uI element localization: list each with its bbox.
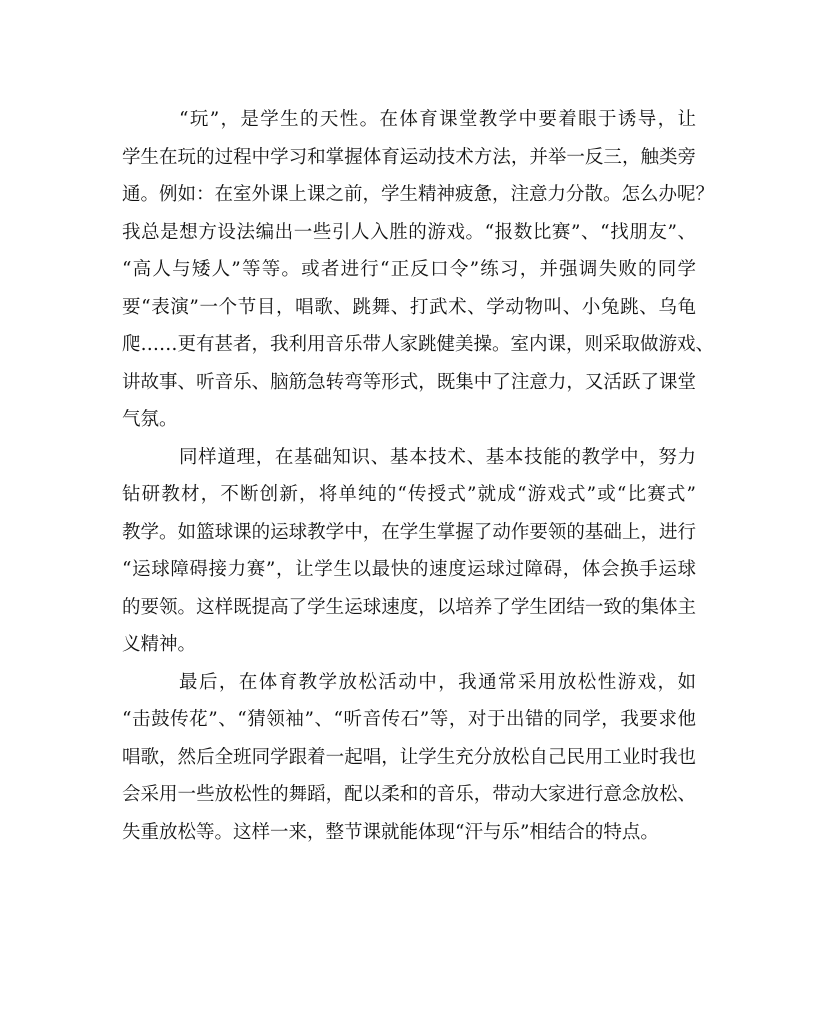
paragraph-2-line-4: “运球障碍接力赛”，让学生以最快的速度运球过障碍，体会换手运球	[122, 559, 696, 580]
paragraph-3-line-3: 唱歌，然后全班同学跟着一起唱，让学生充分放松自己民用工业时我也	[122, 746, 696, 768]
paragraph-2-line-3: 教学。如篮球课的运球教学中，在学生掌握了动作要领的基础上，进行	[122, 521, 696, 543]
paragraph-1-line-5: “高人与矮人”等等。或者进行“正反口令”练习，并强调失败的同学	[122, 259, 696, 280]
paragraph-2-line-1: 同样道理，在基础知识、基本技术、基本技能的教学中，努力	[179, 446, 696, 468]
paragraph-3-line-2: “击鼓传花”、“猜领袖”、“听音传石”等，对于出错的同学，我要求他	[122, 709, 696, 730]
paragraph-1-line-7: 爬……更有甚者，我利用音乐带人家跳健美操。室内课，则采取做游戏、	[122, 334, 715, 355]
document-body	[122, 101, 715, 851]
paragraph-1-line-2: 学生在玩的过程中学习和掌握体育运动技术方法，并举一反三，触类旁	[122, 146, 696, 168]
paragraph-2-line-2: 钻研教材，不断创新，将单纯的“传授式”就成“游戏式”或“比赛式”	[122, 484, 696, 505]
paragraph-3-line-1: 最后，在体育教学放松活动中，我通常采用放松性游戏，如	[179, 671, 696, 693]
paragraph-1-line-3: 通。例如：在室外课上课之前，学生精神疲惫，注意力分散。怎么办呢？	[122, 184, 715, 205]
paragraph-2-line-6: 义精神。	[122, 634, 197, 655]
paragraph-1-line-6: 要“表演”一个节目，唱歌、跳舞、打武术、学动物叫、小兔跳、乌龟	[122, 296, 696, 318]
paragraph-3-line-4: 会采用一些放松性的舞蹈，配以柔和的音乐，带动大家进行意念放松、	[122, 784, 696, 805]
paragraph-1-line-1: “玩”，是学生的天性。在体育课堂教学中要着眼于诱导，让	[179, 109, 696, 130]
paragraph-1-line-4: 我总是想方设法编出一些引人入胜的游戏。“报数比赛”、“找朋友”、	[122, 221, 696, 243]
paragraph-3-line-5: 失重放松等。这样一来，整节课就能体现“汗与乐”相结合的特点。	[122, 821, 659, 843]
paragraph-2-line-5: 的要领。这样既提高了学生运球速度，以培养了学生团结一致的集体主	[122, 596, 696, 618]
paragraph-1-line-8: 讲故事、听音乐、脑筋急转弯等形式，既集中了注意力，又活跃了课堂	[122, 371, 696, 393]
paragraph-1-line-9: 气氛。	[122, 409, 178, 430]
